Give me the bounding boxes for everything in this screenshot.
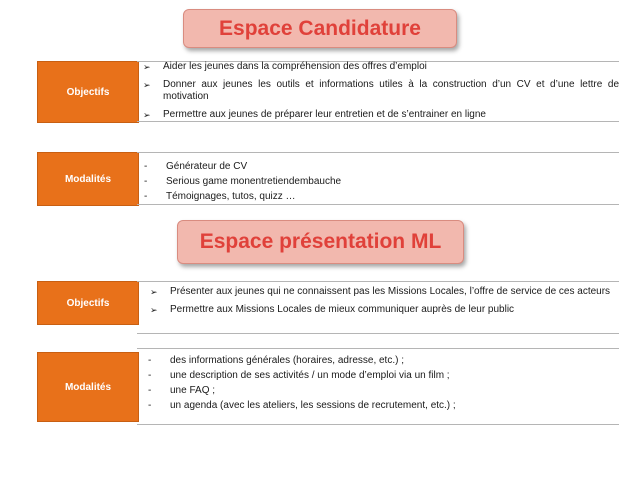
list-item: ➢ Présenter aux jeunes qui ne connaissent pas les Missions Locales, l’offre de service de ces acteurs (150, 286, 611, 297)
arrow-bullet-icon: ➢ (143, 80, 151, 90)
objectifs-tab-candidature (37, 61, 139, 123)
section-title-candidature: Espace Candidature (183, 9, 457, 48)
list-item: ➢ Aider les jeunes dans la compréhension des offres d’emploi (143, 61, 427, 72)
divider (137, 152, 619, 153)
modalites-label: Modalités (64, 381, 112, 393)
divider (137, 348, 619, 349)
list-item: - une description de ses activités / un mode d’emploi via un film ; (148, 370, 450, 381)
list-item: ➢ Donner aux jeunes les outils et informations utiles à la construction d’un CV et d’une lettre de motivation (143, 79, 619, 102)
list-item: - des informations générales (horaires, adresse, etc.) ; (148, 355, 404, 366)
arrow-bullet-icon: ➢ (143, 110, 151, 120)
modalites-label: Modalités (64, 173, 112, 185)
list-item: - un agenda (avec les ateliers, les sessions de recrutement, etc.) ; (148, 400, 456, 411)
objectifs-tab-presentation (37, 281, 139, 325)
objectifs-label: Objectifs (66, 297, 110, 309)
arrow-bullet-icon: ➢ (150, 305, 158, 315)
dash-bullet: - (144, 191, 148, 202)
dash-bullet: - (148, 370, 152, 381)
objectifs-label: Objectifs (66, 86, 110, 98)
list-item: - Témoignages, tutos, quizz … (144, 191, 296, 202)
arrow-bullet-icon: ➢ (143, 62, 151, 72)
dash-bullet: - (148, 385, 152, 396)
section-title-presentation-ml: Espace présentation ML (177, 220, 464, 264)
dash-bullet: - (144, 176, 148, 187)
dash-bullet: - (148, 355, 152, 366)
objectifs-list-candidature (141, 61, 619, 127)
divider (137, 281, 619, 282)
dash-bullet: - (148, 400, 152, 411)
list-item: - une FAQ ; (148, 385, 216, 396)
divider (137, 333, 619, 334)
list-item: ➢ Permettre aux jeunes de préparer leur entretien et de s’entrainer en ligne (143, 109, 486, 120)
modalites-tab-presentation (37, 352, 139, 422)
list-item: - Générateur de CV (144, 161, 248, 172)
modalites-tab-candidature (37, 152, 139, 206)
modalites-list-presentation (148, 355, 618, 415)
divider (137, 424, 619, 425)
arrow-bullet-icon: ➢ (150, 287, 158, 297)
dash-bullet: - (144, 161, 148, 172)
list-item: - Serious game monentretiendembauche (144, 176, 342, 187)
objectifs-list-presentation (148, 286, 618, 322)
modalites-list-candidature (144, 161, 524, 206)
list-item: ➢ Permettre aux Missions Locales de mieux communiquer auprès de leur public (150, 304, 515, 315)
